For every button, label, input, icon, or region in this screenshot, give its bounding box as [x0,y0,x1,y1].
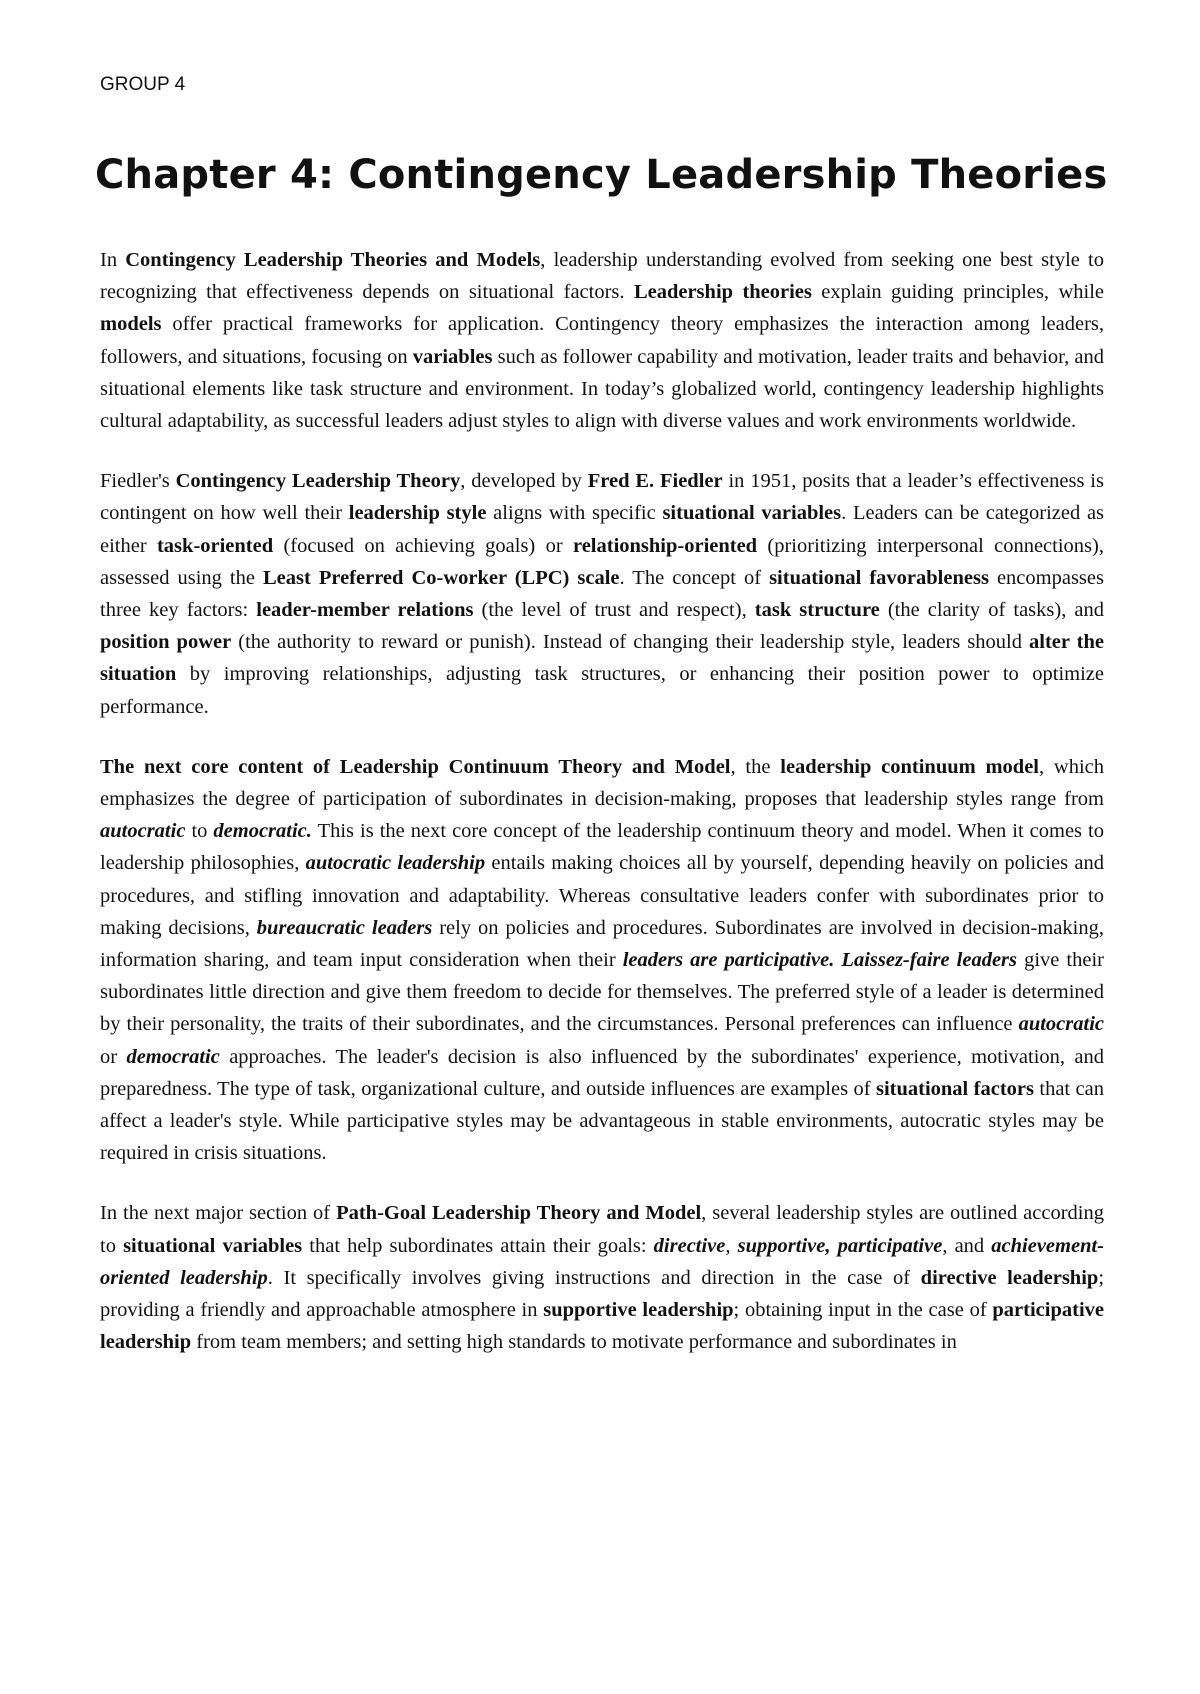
document-body [100,244,1104,1359]
text: , the [730,755,781,778]
bold-text: participative leadership [100,1299,1104,1354]
bold-text: The next core content of Leadership Continuum Theory and Model [100,755,731,778]
text: , developed by [460,470,588,493]
paragraph-contingency-overview [100,244,1104,437]
bold-text: situational factors [875,1077,1034,1100]
bold-text: Fred E. Fiedler [587,470,723,493]
bold-italic-text: directive [653,1234,726,1257]
text: , which emphasizes the degree of participation of subordinates in decision-making, proposes that leadership styles range from [100,755,1105,811]
bold-text: relationship-oriented [572,534,758,557]
text: , several leadership styles are outlined according to [100,1202,1104,1257]
text: (focused on achieving goals) or [273,534,573,557]
text: that can affect a leader's style. While participative styles may be advantageous in stable environments, autocratic styles may be required in crisis situations. [100,1077,1104,1165]
bold-italic-text: autocratic [100,820,186,843]
text: Fiedler's [100,470,176,493]
bold-italic-text: bureaucratic leaders [256,916,433,939]
text: , leadership understanding evolved from seeking one best style to recognizing that effectiveness depends on situational factors. [100,249,1104,304]
text: that help subordinates attain their goals: [302,1234,654,1257]
group-label: GROUP 4 [100,74,186,95]
text: (the level of trust and respect), [473,599,755,622]
text: by improving relationships, adjusting task structures, or enhancing their position power to optimize performance. [100,663,1104,718]
bold-italic-text: supportive, participative [737,1234,943,1257]
bold-italic-text: leaders are participative. Laissez-faire leaders [622,949,1018,972]
bold-text: supportive leadership [543,1299,734,1322]
bold-text: situational favorableness [769,566,989,589]
text: such as follower capability and motivation, leader traits and behavior, and situational elements like task structure and environment. In today’s globalized world, contingency leadership highlights cultural adaptability, as successful leaders adjust styles to align with diverse values and work environments worldwide. [100,345,1104,433]
text: from team members; and setting high standards to motivate performance and subordinates in [191,1331,957,1354]
text: offer practical frameworks for application. Contingency theory emphasizes the interaction among leaders, followers, and situations, focusing on [100,313,1104,368]
text: aligns with specific [486,502,663,525]
chapter-title: Chapter 4: Contingency Leadership Theories [95,152,1108,198]
text: to [185,820,214,843]
bold-text: directive leadership [920,1266,1099,1289]
bold-text: models [100,313,162,336]
bold-italic-text: autocratic [1018,1013,1104,1036]
text: , [725,1234,738,1257]
bold-text: position power [100,631,232,654]
bold-text: Path-Goal Leadership Theory and Model [336,1202,702,1225]
bold-italic-text: democratic [126,1045,220,1068]
bold-text: Least Preferred Co-worker (LPC) scale [262,566,620,589]
text: explain guiding principles, while [811,281,1104,304]
bold-text: task structure [754,599,880,622]
text: rely on policies and procedures. Subordinates are involved in decision-making, information sharing, and team input consideration when their [100,916,1104,972]
bold-italic-text: achievement-oriented leadership [100,1234,1104,1289]
bold-text: task-oriented [156,534,274,557]
bold-italic-text: democratic. [213,820,312,843]
text: approaches. The leader's decision is also influenced by the subordinates' experience, motivation, and preparedness. The type of task, organizational culture, and outside influences are examples of [100,1045,1104,1100]
bold-text: leadership continuum model [780,755,1039,778]
text: or [100,1045,127,1068]
bold-text: Contingency Leadership Theories and Models [125,249,541,271]
text: in 1951, posits that a leader’s effectiveness is contingent on how well their [100,470,1104,525]
text: In [100,249,126,271]
bold-text: variables [412,345,493,368]
text: encompasses three key factors: [100,566,1104,622]
text: This is the next core concept of the leadership continuum theory and model. When it comes to leadership philosophies, [100,820,1104,875]
text: ; obtaining input in the case of [733,1299,993,1322]
bold-italic-text: autocratic leadership [305,852,486,875]
text: In the next major section of [100,1202,337,1225]
text: . Leaders can be categorized as either [100,502,1105,557]
paragraph-leadership-continuum [100,751,1104,1170]
paragraph-fiedler-theory [100,465,1104,723]
text: entails making choices all by yourself, depending heavily on policies and procedures, and stifling innovation and adaptability. Whereas consultative leaders confer with subordinates prior to making decisions, [100,852,1104,939]
text: (the clarity of tasks), and [879,599,1104,622]
text: give their subordinates little direction and give them freedom to decide for themselves. The preferred style of a leader is determined by their personality, the traits of their subordinates, and the circumstances. Personal preferences can influence [100,949,1104,1036]
bold-text: leader-member relations [256,599,474,622]
bold-text: alter the situation [100,631,1104,686]
bold-text: leadership style [348,502,487,525]
bold-text: situational variables [662,502,842,525]
text: . It specifically involves giving instructions and direction in the case of [267,1266,921,1289]
paragraph-path-goal [100,1197,1104,1358]
text: (prioritizing interpersonal connections), assessed using the [100,534,1104,589]
text: (the authority to reward or punish). Instead of changing their leadership style, leaders should [231,631,1030,654]
text: ; providing a friendly and approachable atmosphere in [100,1266,1105,1322]
bold-text: Leadership theories [633,281,812,304]
bold-text: situational variables [123,1234,303,1257]
text: . The concept of [619,566,770,589]
bold-text: Contingency Leadership Theory [175,470,461,493]
text: , and [942,1234,992,1257]
